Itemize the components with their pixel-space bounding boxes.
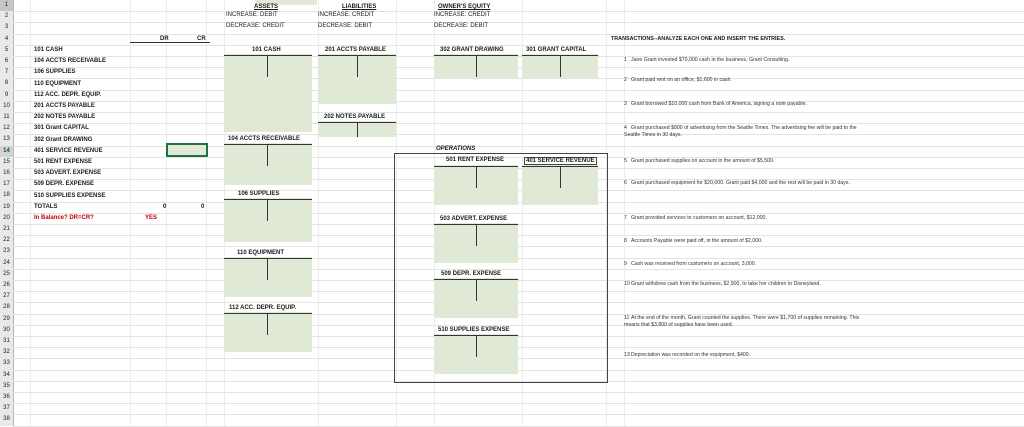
transaction-item [624,261,874,268]
row-number[interactable]: 38 [3,416,10,423]
balance-label: In Balance? DR=CR? [34,215,94,221]
transaction-item [624,281,874,288]
transaction-number: 11 [624,315,630,321]
gridline [13,34,1024,35]
account-name: 106 SUPPLIES [34,69,76,76]
gridline [13,90,1024,91]
transaction-number: 4 [624,125,627,131]
dr-cr-rule [130,42,210,43]
gridline [13,392,1024,393]
row-number[interactable]: 19 [3,203,10,210]
account-name: 510 SUPPLIES EXPENSE [34,192,106,199]
account-name: 201 ACCTS PAYABLE [34,103,95,109]
transaction-number: 8 [624,238,627,244]
row-number[interactable]: 23 [3,248,10,255]
row-number[interactable]: 15 [3,158,10,165]
transaction-item [624,315,874,329]
assets-decrease: DECREASE: CREDIT [226,23,285,29]
liabilities-decrease: DECREASE: DEBIT [318,23,373,29]
row-number[interactable]: 32 [3,349,10,356]
gridline-vertical [166,0,167,426]
transaction-text: Grant purchased equipment for $20,000. Grant paid $4,000 and the rest will be paid in 30 days. [631,180,850,186]
transaction-item [624,352,874,359]
row-number[interactable]: 33 [3,360,10,367]
transaction-number: 3 [624,101,627,107]
row-number[interactable]: 28 [3,304,10,311]
t-depr-title: 509 DEPR. EXPENSE [441,271,502,277]
t-rent-title: 501 RENT EXPENSE [446,157,505,163]
t-cash-title: 101 CASH [252,47,281,53]
account-name: 509 DEPR. EXPENSE [34,181,95,188]
gridline [13,112,1024,113]
account-name: 401 SERVICE REVENUE [34,147,103,154]
t-capital-title: 301 GRANT CAPITAL [526,47,587,53]
row-number[interactable]: 34 [3,371,10,378]
row-number[interactable]: 27 [3,293,10,300]
row-number[interactable]: 11 [3,114,10,120]
transaction-number: 6 [624,180,627,186]
total-dr: 0 [163,204,167,210]
transaction-text: Grant paid rent on an office, $1,600 in cash. [631,77,732,83]
transaction-text: Cash was received from customers on account, 3,000. [631,261,757,267]
transaction-text: Grant withdrew cash from the business, $2,900, to take her children to Disneyland. [631,281,821,287]
row-number[interactable]: 37 [3,405,10,412]
row-number[interactable]: 6 [4,58,9,64]
row-number[interactable]: 5 [4,46,9,53]
equity-increase: INCREASE: CREDIT [434,12,491,18]
t-supplies-title: 106 SUPPLIES [238,191,280,197]
liabilities-title: LIABILITIES [342,4,377,10]
total-cr: 0 [201,204,205,210]
transaction-number: 13 [624,352,630,358]
row-number[interactable]: 9 [4,91,9,98]
transaction-item [624,77,874,84]
t-suppliesexp-title: 510 SUPPLIES EXPENSE [438,327,510,333]
transaction-text: Grant borrowed $10,000 cash from Bank of America, signing a note payable. [631,101,807,107]
account-name: 110 EQUIPMENT [34,80,82,87]
gridline [13,67,1024,68]
transaction-text: Grant provided services to customers on account, $12,000. [631,215,767,221]
row-number[interactable]: 3 [4,24,9,31]
gridline [13,414,1024,415]
account-name: 501 RENT EXPENSE [34,159,93,165]
transaction-item [624,158,874,165]
transaction-number: 9 [624,261,627,267]
row-number[interactable]: 21 [3,226,10,232]
transactions-title: TRANSACTIONS--ANALYZE EACH ONE AND INSERT THE ENTRIES. [611,36,786,42]
t-ar-title: 104 ACCTS RECEIVABLE [228,136,301,142]
transaction-text: Depreciation was recorded on the equipment, $400. [631,352,751,358]
account-name: 202 NOTES PAYABLE [34,114,96,121]
row-number[interactable]: 22 [3,237,10,244]
row-number[interactable]: 36 [3,394,10,400]
t-advert-title: 503 ADVERT. EXPENSE [440,216,508,222]
row-number[interactable]: 10 [3,102,10,109]
row-number[interactable]: 16 [3,170,10,176]
equity-title: OWNER'S EQUITY [438,4,491,10]
t-cash-area[interactable] [224,54,312,132]
transaction-number: 5 [624,158,627,164]
gridline [13,22,1024,23]
account-name: 104 ACCTS RECEIVABLE [34,58,107,65]
row-number[interactable]: 17 [3,181,10,188]
row-number[interactable]: 13 [3,136,10,143]
gridline [13,403,1024,404]
row-number[interactable]: 26 [3,282,10,288]
account-name: 112 ACC. DEPR. EQUIP. [34,91,102,98]
assets-increase: INCREASE: DEBIT [226,12,278,18]
transaction-text: At the end of the month, Grant counted the supplies. There were $1,700 of supplies remaining. This means that $3,800 of supplies have been used. [624,315,860,328]
transaction-number: 7 [624,215,627,221]
t-equipment-area[interactable] [224,257,312,297]
t-revenue-title: 401 SERVICE REVENUE [526,158,595,164]
account-name: 301 Grant CAPITAL [34,125,89,132]
row-number[interactable]: 31 [3,338,10,344]
transaction-number: 1 [624,57,627,63]
row-number[interactable]: 20 [3,214,10,221]
transaction-text: Accounts Payable were paid off, in the amount of $2,000. [631,238,763,244]
t-ar-area[interactable] [224,143,312,185]
gridline-vertical [30,0,31,426]
selected-cell[interactable] [166,143,208,157]
assets-title: ASSETS [254,4,279,10]
row-number[interactable]: 4 [4,35,9,42]
transaction-number: 10 [624,281,630,287]
row-number[interactable]: 29 [3,315,10,322]
liabilities-increase: INCREASE: CREDIT [318,12,375,18]
transaction-item [624,57,874,64]
transaction-item [624,101,874,108]
balance-value: YES [145,215,158,221]
gridline [13,146,1024,147]
row-number[interactable]: 24 [3,259,10,266]
t-ap-title: 201 ACCTS PAYABLE [325,47,386,53]
gridline [13,11,1024,12]
t-np-title: 202 NOTES PAYABLE [324,114,386,120]
transaction-item [624,125,874,139]
row-number[interactable]: 2 [4,13,9,20]
dr-label: DR [160,36,169,42]
t-equipment-title: 110 EQUIPMENT [237,250,285,256]
account-name: 503 ADVERT. EXPENSE [34,170,102,177]
transaction-item [624,238,874,245]
operations-title: OPERATIONS [436,146,476,152]
t-drawing-title: 302 GRANT DRAWING [440,47,504,53]
cr-label: CR [197,36,206,42]
row-number[interactable]: 8 [4,80,9,87]
row-number[interactable]: 7 [4,69,9,76]
transaction-text: Jane Grant invested $70,000 cash in the business, Grant Consulting. [631,57,790,63]
t-accdepr-title: 112 ACC. DEPR. EQUIP. [229,305,297,311]
transaction-number: 2 [624,77,627,83]
totals-label: TOTALS [34,204,58,210]
row-number[interactable]: 18 [3,192,10,199]
row-number[interactable]: 12 [3,125,10,132]
transaction-item [624,180,874,187]
account-name: 302 Grant DRAWING [34,136,93,143]
t-supplies-area[interactable] [224,198,312,242]
gridline-vertical [206,0,207,426]
row-number[interactable]: 30 [3,326,10,333]
gridline [13,45,1024,46]
transaction-text: Grant purchased $800 of advertising from the Seattle Times. The advertising fee will be paid to the Seattle Times in 30 days. [624,125,857,138]
t-accdepr-area[interactable] [224,312,312,352]
account-name: 101 CASH [34,47,63,53]
transaction-text: Grant purchased supplies on account in the amount of $5,500. [631,158,775,164]
row-number[interactable]: 1 [0,0,13,11]
row-number[interactable]: 25 [3,270,10,277]
transaction-item [624,215,874,222]
gridline-vertical [130,0,131,426]
row-number[interactable]: 14 [0,146,13,157]
row-number[interactable]: 35 [3,382,10,389]
equity-decrease: DECREASE: DEBIT [434,23,489,29]
